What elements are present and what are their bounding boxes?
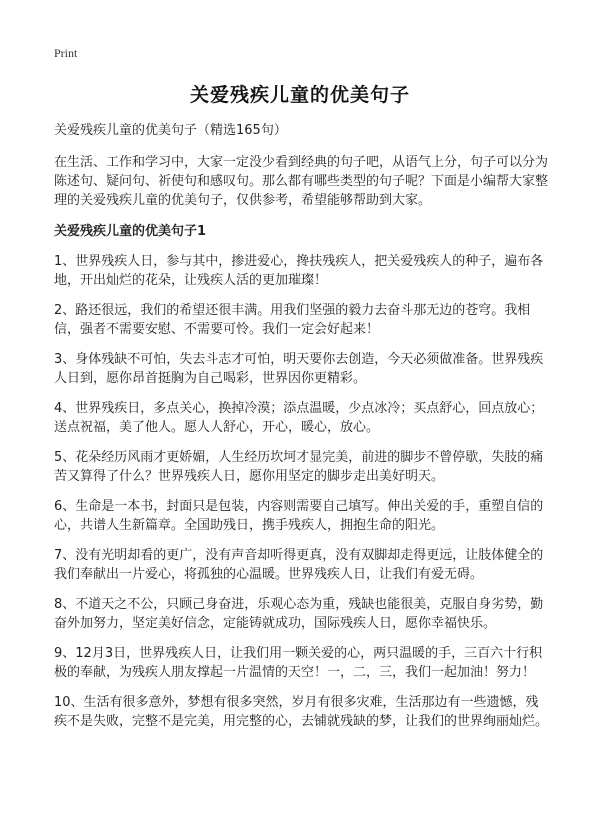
sentence-paragraph-5: 5、花朵经历风雨才更娇媚，人生经历坎坷才显完美，前进的脚步不曾停歇，失肢的痛苦又算得了什么？世界残疾人日，愿你用坚定的脚步走出美好明天。 [54, 450, 544, 484]
section-heading: 关爱残疾儿童的优美句子1 [54, 224, 207, 239]
sentence-paragraph-10: 10、生活有很多意外，梦想有很多突然，岁月有很多灾难，生活那边有一些遗憾，残疾不是失败，完整不是完美，用完整的心，去铺就残缺的梦，让我们的世界绚丽灿烂。 [54, 695, 549, 729]
page-title: 关爱残疾儿童的优美句子 [189, 84, 410, 106]
sentence-paragraph-2: 2、路还很远，我们的希望还很丰满。用我们坚强的毅力去奋斗那无边的苍穹。我相信，强者不需要安慰、不需要可怜。我们一定会好起来！ [54, 303, 531, 337]
sentence-paragraph-9: 9、12月3日，世界残疾人日，让我们用一颗关爱的心，两只温暖的手，三百六十行积极的奉献，为残疾人朋友撑起一片温情的天空！一，二，三，我们一起加油！努力！ [54, 646, 543, 680]
sentence-paragraph-8: 8、不道天之不公，只顾己身奋进，乐观心态为重，残缺也能很美，克服自身劣势，勤奋外加努力，坚定美好信念，定能铸就成功，国际残疾人日，愿你幸福快乐。 [54, 597, 544, 631]
sentence-paragraph-6: 6、生命是一本书，封面只是包装，内容则需要自己填写。伸出关爱的手，重塑自信的心，共谱人生新篇章。全国助残日，携手残疾人，拥抱生命的阳光。 [54, 499, 544, 533]
print-link[interactable]: Print [54, 46, 78, 60]
sentence-paragraph-4: 4、世界残疾日，多点关心，换掉冷漠；添点温暖，少点冰冷；买点舒心，回点放心；送点祝福，美了他人。愿人人舒心，开心，暖心，放心。 [54, 401, 544, 435]
sentence-paragraph-7: 7、没有光明却看的更广，没有声音却听得更真，没有双脚却走得更远，让肢体健全的我们奉献出一片爱心，将孤独的心温暖。世界残疾人日，让我们有爱无碍。 [54, 548, 544, 582]
sentence-paragraph-1: 1、世界残疾人日，参与其中，掺进爱心，搀扶残疾人，把关爱残疾人的种子，遍布各地，开出灿烂的花朵，让残疾人活的更加璀璨！ [54, 254, 544, 288]
article-body [54, 122, 548, 742]
intro-paragraph: 在生活、工作和学习中，大家一定没少看到经典的句子吧，从语气上分，句子可以分为陈述句、疑问句、祈使句和感叹句。那么都有哪些类型的句子呢？下面是小编帮大家整理的关爱残疾儿童的优美句子，仅供参考，希望能够帮助到大家。 [54, 155, 549, 208]
sentence-paragraph-3: 3、身体残缺不可怕，失去斗志才可怕，明天要你去创造，今天必须做准备。世界残疾人日到，愿你昂首挺胸为自己喝彩，世界因你更精彩。 [54, 352, 544, 386]
article-subtitle: 关爱残疾儿童的优美句子（精选165句） [54, 123, 287, 138]
